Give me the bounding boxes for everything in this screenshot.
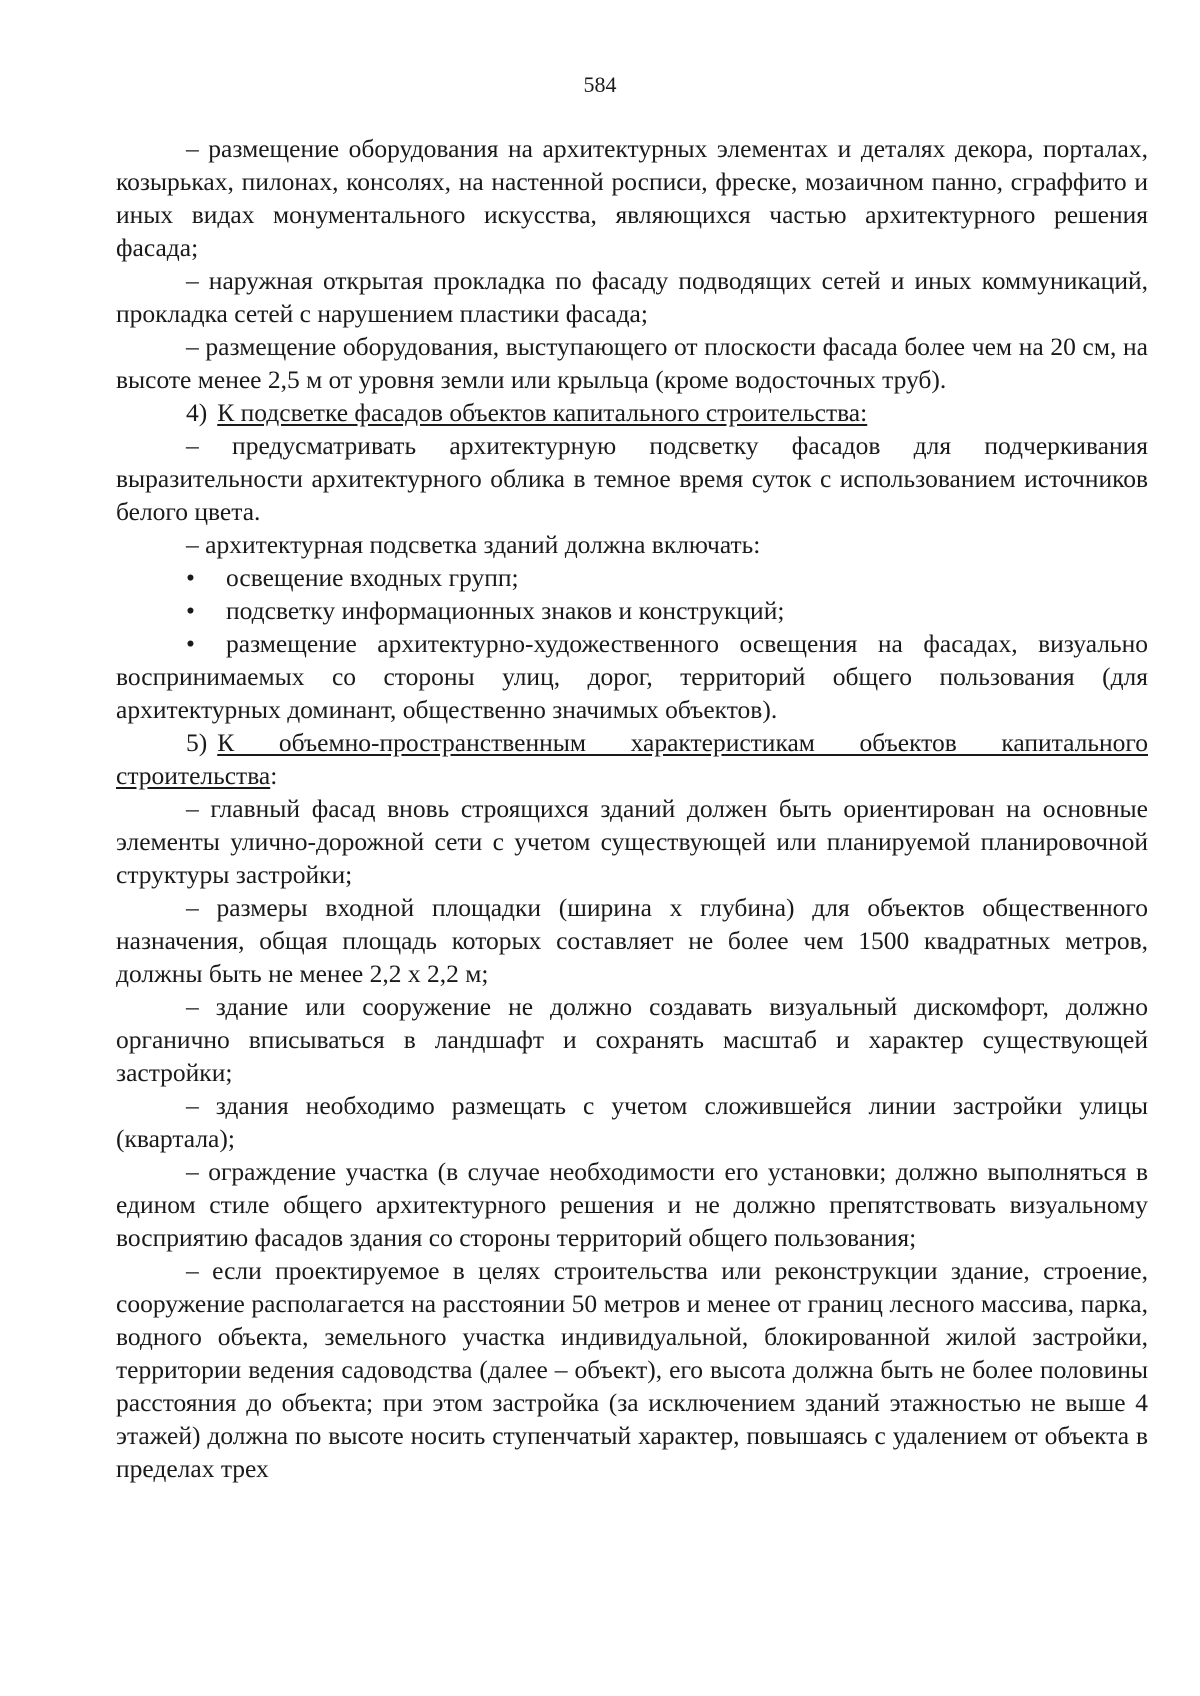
bullet-icon: •: [186, 629, 195, 658]
list-item: [116, 561, 1148, 594]
paragraph-entrance-size: – размеры входной площадки (ширина х глубина) для объектов общественного назначения, общая площадь которых составляет не более чем 1500 квадратных метров, должны быть не менее 2,2 х 2,2 м;: [116, 893, 1148, 988]
paragraph-equipment-decor: – размещение оборудования на архитектурных элементах и деталях декора, порталах, козырьках, пилонах, консолях, на настенной росписи, фреске, мозаичном панно, сграффито и иных видах монументального искусства, являющихся частью архитектурного решения фасада;: [116, 134, 1148, 262]
document-body: [116, 132, 1148, 1485]
page-number: 584: [583, 72, 617, 97]
list-item: [116, 594, 1148, 627]
paragraph-facade-lighting: – предусматривать архитектурную подсветку фасадов для подчеркивания выразительности архитектурного облика в темное время суток с использованием источников белого цвета.: [116, 431, 1148, 526]
paragraph-protruding-equipment: – размещение оборудования, выступающего от плоскости фасада более чем на 20 см, на высоте менее 2,5 м от уровня земли или крыльца (кроме водосточных труб).: [116, 332, 1148, 394]
bullet-icon: •: [186, 563, 195, 592]
paragraph-fencing: – ограждение участка (в случае необходимости его установки; должно выполняться в едином стиле общего архитектурного решения и не должно препятствовать визуальному восприятию фасадов здания со стороны территорий общего пользования;: [116, 1157, 1148, 1252]
list-item-text: подсветку информационных знаков и конструкций;: [226, 596, 785, 625]
section-number-4: 4): [186, 398, 208, 427]
list-item-text: размещение архитектурно-художественного освещения на фасадах, визуально воспринимаемых со стороны улиц, дорог, территорий общего пользования (для архитектурных доминант, общественно значимых объектов).: [116, 629, 1148, 724]
paragraph-lighting-includes: – архитектурная подсветка зданий должна включать:: [186, 530, 761, 559]
section-heading-5: [116, 726, 1148, 792]
list-item: [116, 627, 1148, 726]
paragraph-open-networks: – наружная открытая прокладка по фасаду подводящих сетей и иных коммуникаций, прокладка сетей с нарушением пластики фасада;: [116, 266, 1148, 328]
paragraph-building-line: – здания необходимо размещать с учетом сложившейся линии застройки улицы (квартала);: [116, 1091, 1148, 1153]
section-title-5: К объемно-пространственным характеристикам объектов капитального строительства: [116, 728, 1148, 790]
section-title-5-colon: :: [270, 761, 278, 790]
bullet-icon: •: [186, 596, 195, 625]
paragraph-main-facade: – главный фасад вновь строящихся зданий должен быть ориентирован на основные элементы улично-дорожной сети с учетом существующей или планируемой планировочной структуры застройки;: [116, 794, 1148, 889]
section-heading-4: [116, 396, 1148, 429]
section-title-4: К подсветке фасадов объектов капитального строительства:: [217, 398, 868, 427]
paragraph-height-limit: – если проектируемое в целях строительства или реконструкции здание, строение, сооружение располагается на расстоянии 50 метров и менее от границ лесного массива, парка, водного объекта, земельного участка индивидуальной, блокированной жилой застройки, территории ведения садоводства (далее – объект), его высота должна быть не более половины расстояния до объекта; при этом застройка (за исключением зданий этажностью не выше 4 этажей) должна по высоте носить ступенчатый характер, повышаясь с удалением от объекта в пределах трех: [116, 1256, 1148, 1483]
paragraph-visual-comfort: – здание или сооружение не должно создавать визуальный дискомфорт, должно органично вписываться в ландшафт и сохранять масштаб и характер существующей застройки;: [116, 992, 1148, 1087]
section-number-5: 5): [186, 728, 208, 757]
list-item-text: освещение входных групп;: [226, 563, 519, 592]
